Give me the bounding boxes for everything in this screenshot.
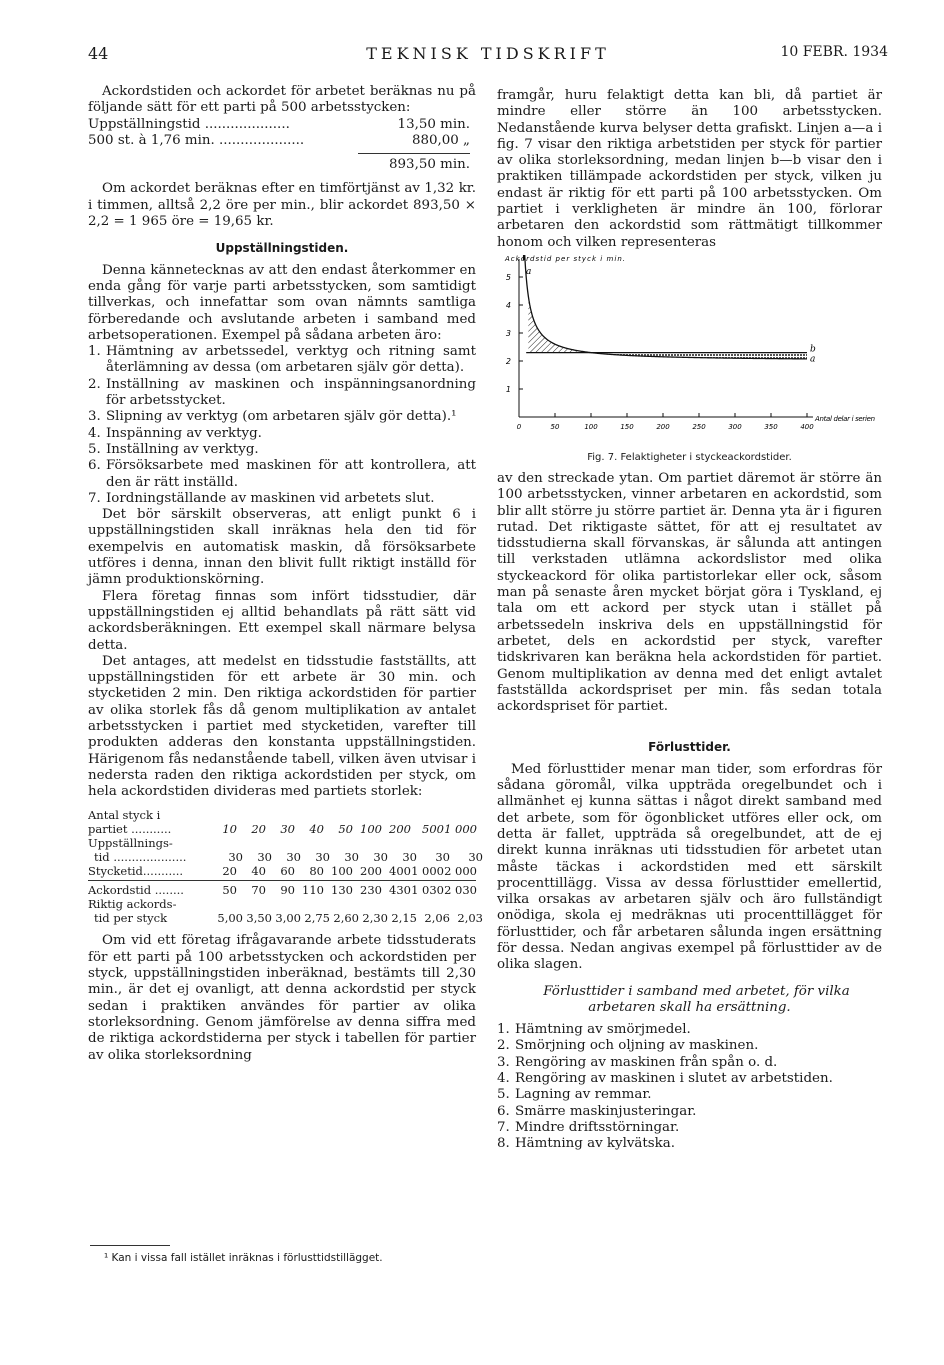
calc-label: 500 st. à 1,76 min. ....................: [88, 132, 305, 148]
section-heading: Uppställningstiden.: [215, 241, 349, 256]
table-cell: 100: [331, 864, 353, 879]
table-cell: 30: [435, 850, 450, 865]
list-text: Lagning av remmar.: [515, 1087, 652, 1103]
table-cell: 100: [360, 822, 382, 837]
list-text: Iordningställande av maskinen vid arbetets slut.: [106, 490, 435, 506]
table-cell: 30: [402, 850, 417, 865]
table-cell: 30: [468, 850, 483, 865]
paragraph: Denna kännetecknas av att den endast återkommer en enda gång för varje parti arbetsstycken, som samtidigt tillverkas, och innefattar som ovan nämnts samtliga förberedande och avslutande arbeten i samband med arbetsoperationen. Exempel på sådana arbeten äro:: [88, 262, 476, 343]
list-item: [497, 1022, 882, 1038]
list-item: [497, 1071, 882, 1087]
table-cell: 430: [389, 883, 411, 898]
table-row-label: partiet ...........: [88, 822, 172, 837]
table-cell: 30: [228, 850, 243, 865]
list-number: 3.: [497, 1054, 510, 1070]
list-text: Smörjning och oljning av maskinen.: [515, 1038, 759, 1054]
list-text: Rengöring av maskinen från spån o. d.: [515, 1054, 778, 1070]
paragraph: Om vid ett företag ifrågavarande arbete tidsstuderats för ett parti på 100 arbetsstycken och ackordstiden per styck, uppställningstiden inberäknad, bestämts till 2,30 min., är det ej ovanligt, att denna ackordstid per styck sedan i praktiken användes för partier av olika storleksordning. Genom jämförelse av denna siffra med de riktiga ackordstiderna per styck i tabellen för partier av olika storleksordning: [88, 933, 476, 1063]
y-tick-label: 5: [505, 272, 511, 282]
x-tick-label: 50: [550, 422, 560, 431]
list-text: Mindre driftsstörningar.: [515, 1119, 680, 1135]
table-cell: 1 000: [444, 822, 477, 837]
footnote-rule: [90, 1245, 170, 1246]
table-cell: 2 030: [444, 883, 477, 898]
table-row: [88, 850, 483, 865]
list-item: [497, 1104, 882, 1120]
list-number: 2.: [88, 376, 101, 392]
paragraph: Flera företag finnas som infört tidsstudier, där uppställningstiden ej alltid behandlats på rätt sätt vid ackordsberäkningen. Ett exempel skall närmare belysa detta.: [88, 588, 476, 653]
list-text: Inställning av verktyg.: [106, 441, 259, 457]
table-cell: 70: [251, 883, 266, 898]
page-number: 44: [88, 44, 109, 63]
table-row: [88, 897, 476, 911]
table-cell: 130: [331, 883, 353, 898]
table-cell: 5,00: [217, 911, 243, 926]
table-cell: 200: [360, 864, 382, 879]
table-cell: 30: [373, 850, 388, 865]
calc-label: Uppställningstid ....................: [88, 116, 290, 132]
table-cell: 400: [389, 864, 411, 879]
section-heading: Förlusttider.: [648, 740, 731, 755]
table-cell: 2,06: [424, 911, 450, 926]
list-item: [497, 1136, 882, 1152]
paragraph: Det bör särskilt observeras, att enligt punkt 6 i uppställningstiden skall inräknas hela den tid för exempelvis en automatisk maskin, då försöksarbete utföres i denna, innan den blivit fullt riktigt inställd för jämn produktionskörning.: [88, 507, 476, 588]
list-number: 4.: [497, 1071, 510, 1087]
x-tick-label: 0: [516, 422, 522, 431]
left-column: [88, 84, 483, 1064]
table-cell: 2,60: [333, 911, 359, 926]
table-cell: 40: [309, 822, 324, 837]
table-row: [88, 808, 476, 822]
x-tick-label: 100: [584, 422, 598, 431]
table-cell: 2,30: [362, 911, 388, 926]
table-row-label: Ackordstid ........: [88, 883, 184, 898]
calc-value: 880,00 „: [411, 132, 470, 148]
list-number: 7.: [88, 490, 101, 506]
x-tick-label: 350: [764, 422, 778, 431]
list-text: Inställning av maskinen och inspänningsanordning för arbetsstycket.: [106, 376, 476, 409]
x-tick-label: 400: [800, 422, 814, 431]
x-tick-label: 200: [656, 422, 670, 431]
table-cell: 50: [222, 883, 237, 898]
table-cell: 50: [338, 822, 353, 837]
table-row-label: tid per styck: [94, 911, 168, 926]
list-number: 6.: [497, 1103, 510, 1119]
y-tick-label: 1: [505, 384, 511, 394]
list-item: [88, 409, 476, 425]
x-tick-label: 150: [620, 422, 634, 431]
table-cell: 200: [389, 822, 411, 837]
list-item: [497, 1087, 882, 1103]
table-cell: 3,50: [246, 911, 272, 926]
paragraph: Med förlusttider menar man tider, som erfordras för sådana göromål, vilka uppträda oregelbundet och i allmänhet ej kunna sättas i något direkt samband med det arbete, som för ögonblicket utföres eller ock, om detta är fallet, uppträda så oregelbundet, att de ej direkt kunna inräknas uti tidsstudien för arbetet utan måste täckas i ackordstiden med ett särskilt procenttillägg. Vissa av dessa förlusttider emellertid, vilka orsakas av arbetaren själv och äro fullständigt onödiga, skola ej medräknas uti procenttillägget för förlusttider, och får arbetaren sålunda ingen ersättning för dessa. Nedan angivas exempel på förlusttider av de olika slagen.: [497, 761, 882, 973]
list-number: 5.: [497, 1087, 510, 1103]
table-cell: 20: [251, 822, 266, 837]
table-cell: 10: [222, 822, 237, 837]
hatched-area: [528, 296, 591, 352]
calc-block: [88, 117, 476, 174]
series-a-line: [523, 255, 807, 359]
list-item: [497, 1038, 882, 1054]
calc-value: 13,50 min.: [397, 116, 470, 132]
table-cell: 40: [251, 864, 266, 879]
list-text: Hämtning av smörjmedel.: [515, 1022, 691, 1038]
table-cell: 230: [360, 883, 382, 898]
list-number: 3.: [88, 409, 101, 425]
table-cell: 60: [280, 864, 295, 879]
table-cell: 2,75: [304, 911, 330, 926]
list-text: Slipning av verktyg (om arbetaren själv gör detta).¹: [106, 409, 457, 425]
table-header: Antal styck i: [88, 808, 161, 823]
list-text: Rengöring av maskinen i slutet av arbetstiden.: [515, 1071, 833, 1087]
table-row-label: Uppställnings-: [88, 836, 173, 851]
table-cell: 90: [280, 883, 295, 898]
piece-time-table: [88, 808, 483, 926]
line-label-b: b: [810, 344, 816, 355]
figure-7: [497, 255, 882, 465]
calc-row: [88, 117, 470, 133]
table-cell: 80: [309, 864, 324, 879]
list-number: 2.: [497, 1038, 510, 1054]
list-text: Hämtning av arbetssedel, verktyg och ritning samt återlämning av dessa (om arbetaren själv gör detta).: [106, 344, 476, 376]
page-header: [88, 44, 888, 66]
table-rule: [88, 880, 476, 881]
list-item: [88, 426, 476, 442]
subheading: Förlusttider i samband med arbetet, för vilka arbetaren skall ha ersättning.: [543, 983, 850, 1015]
list-text: Smärre maskinjusteringar.: [515, 1103, 697, 1119]
figure-caption: Fig. 7. Felaktigheter i styckeackordstider.: [587, 452, 792, 464]
list-item: [88, 491, 476, 507]
list-number: 7.: [497, 1119, 510, 1135]
table-cell: 30: [344, 850, 359, 865]
list-item: [497, 1120, 882, 1136]
list-number: 8.: [497, 1136, 510, 1152]
table-row: [88, 836, 476, 850]
table-cell: 20: [222, 864, 237, 879]
paragraph: Det antages, att medelst en tidsstudie fastställts, att uppställningstiden för ett arbete är 30 min. och stycketiden 2 min. Den riktiga ackordstiden för partier av olika storlek fås då genom multiplikation av antalet arbetsstycken i partiet med stycketiden, varefter till produkten adderas den konstanta uppställningstiden. Härigenom fås nedanstående tabell, vilken även utvisar i nedersta raden den riktiga ackordstiden per styck, om hela ackordstiden divideras med partiets storlek:: [88, 653, 476, 800]
table-cell: 30: [257, 850, 272, 865]
paragraph: Ackordstiden och ackordet för arbetet beräknas nu på följande sätt för ett parti på 500 arbetsstycken:: [88, 84, 476, 116]
table-cell: 110: [302, 883, 324, 898]
list-number: 6.: [88, 458, 101, 474]
x-tick-label: 250: [692, 422, 706, 431]
table-cell: 2,15: [391, 911, 417, 926]
calc-total: 893,50 min.: [358, 153, 470, 173]
list-text: Hämtning av kylvätska.: [515, 1136, 676, 1152]
list-number: 4.: [88, 425, 101, 441]
paragraph: framgår, huru felaktigt detta kan bli, då partiet är mindre eller större än 100 arbetsstycken. Nedanstående kurva belyser detta grafiskt. Linjen a—a i fig. 7 visar den riktiga arbetstiden per styck för partier av olika storleksordning, medan linjen b—b visar den i praktiken tillämpade ackordstiden per styck, vilken ju endast är riktig för ett parti på 100 arbetsstycken. Om partiet i verkligheten är mindre än 100, förlorar arbetaren den ackordstid som rättmätigt tillkommer honom och vilken representeras: [497, 88, 882, 250]
x-axis-label: Antal delar i serien: [815, 414, 875, 423]
table-row-label: Stycketid...........: [88, 864, 184, 879]
line-label-a: a: [526, 267, 532, 278]
list-number: 5.: [88, 441, 101, 457]
list-item: [88, 344, 476, 377]
list-text: Inspänning av verktyg.: [106, 425, 262, 441]
footnote: ¹ Kan i vissa fall istället inräknas i förlusttidstillägget.: [104, 1252, 383, 1264]
table-cell: 2,03: [457, 911, 483, 926]
table-row: [88, 864, 476, 878]
table-row-label: Riktig ackords-: [88, 897, 177, 912]
calc-row: [88, 133, 470, 149]
list-item: [497, 1055, 882, 1071]
y-tick-label: 2: [505, 356, 511, 366]
table-cell: 30: [286, 850, 301, 865]
issue-date: 10 FEBR. 1934: [780, 44, 888, 60]
table-row: [88, 883, 476, 897]
list-item: [88, 442, 476, 458]
table-cell: 2 000: [444, 864, 477, 879]
table-cell: 500: [422, 822, 444, 837]
list-number: 1.: [497, 1022, 510, 1038]
setup-task-list: [88, 344, 476, 507]
list-number: 1.: [88, 344, 101, 360]
line-label-a-end: a: [810, 354, 816, 365]
table-cell: 30: [315, 850, 330, 865]
x-tick-label: 300: [728, 422, 742, 431]
right-column: [497, 88, 882, 1153]
piece-time-chart: [497, 255, 882, 445]
paragraph: av den streckade ytan. Om partiet däremot är större än 100 arbetsstycken, vinner arbetaren en ackordstid, som blir allt större ju större partiet är. Denna yta är i figuren rutad. Det riktigaste sättet, för att ej resultatet av tidsstudierna skall förvanskas, är sålunda att antingen till verkstaden utlämna ackordslistor med olika styckeackord för olika partistorlekar eller ock, såsom man på senaste åren mycket börjat göra i Tyskland, ej tala om ett ackord per styck utan i stället på arbetssedeln inskriva dels en uppställningstid för arbetet, dels en ackordstid per styck, varefter tidskrivaren kan beräkna hela ackordstiden för partiet. Genom multiplikation av denna med det enligt avtalet fastställda ackordspriset per min. fås sedan totala ackordspriset för partiet.: [497, 470, 882, 715]
table-cell: 1 000: [411, 864, 444, 879]
table-cell: 30: [280, 822, 295, 837]
loss-time-list: [497, 1022, 882, 1152]
table-cell: 1 030: [411, 883, 444, 898]
table-row-label: tid ....................: [94, 850, 187, 865]
table-cell: 3,00: [275, 911, 301, 926]
paragraph: Om ackordet beräknas efter en timförtjänst av 1,32 kr. i timmen, alltså 2,2 öre per min., blir ackordet 893,50 × 2,2 = 1 965 öre = 19,65 kr.: [88, 181, 476, 230]
list-item: [88, 458, 476, 491]
y-axis-label: Ackordstid per styck i min.: [505, 254, 625, 263]
y-tick-label: 3: [505, 328, 511, 338]
table-row: [88, 822, 476, 836]
y-tick-label: 4: [505, 300, 511, 310]
list-item: [88, 377, 476, 410]
list-text: Försöksarbete med maskinen för att kontrollera, att den är rätt inställd.: [106, 458, 476, 490]
journal-title: TEKNISK TIDSKRIFT: [366, 44, 610, 63]
table-row: [88, 911, 483, 926]
